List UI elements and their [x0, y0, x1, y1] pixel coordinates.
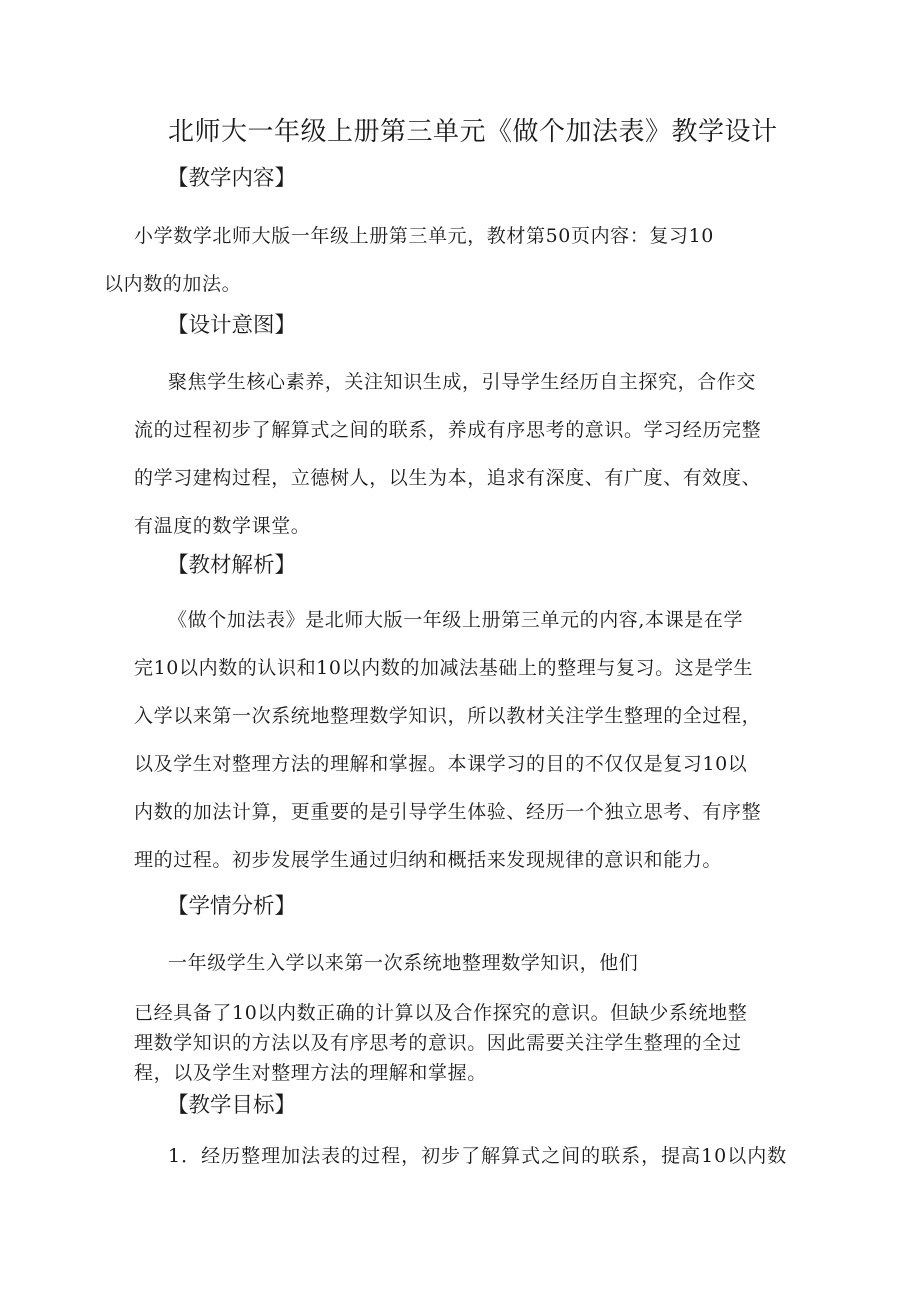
section-heading-student-analysis: 【学情分析】 — [167, 894, 297, 919]
paragraph-line: 《做个加法表》是北师大版一年级上册第三单元的内容,本课是在学 — [168, 609, 744, 631]
document-title: 北师大一年级上册第三单元《做个加法表》教学设计 — [168, 117, 778, 147]
paragraph-line: 内数的加法计算，更重要的是引导学生体验、经历一个独立思考、有序整 — [134, 801, 762, 823]
section-heading-teaching-goals: 【教学目标】 — [167, 1093, 297, 1118]
section-heading-design-intent: 【设计意图】 — [167, 313, 297, 338]
paragraph-teaching-goals — [168, 1138, 787, 1174]
paragraph-student-analysis — [134, 998, 747, 1088]
paragraph-line: 理数学知识的方法以及有序思考的意识。因此需要关注学生整理的全过 — [134, 1032, 742, 1054]
paragraph-line: 小学数学北师大版一年级上册第三单元，教材第50页内容：复习10 — [134, 225, 714, 247]
paragraph-teaching-content — [104, 212, 714, 308]
paragraph-textbook-analysis — [134, 596, 761, 884]
paragraph-line: 有温度的数学课堂。 — [134, 515, 311, 537]
section-heading-teaching-content: 【教学内容】 — [167, 166, 297, 191]
paragraph-line: 以及学生对整理方法的理解和掌握。本课学习的目的不仅仅是复习10以 — [134, 753, 748, 775]
paragraph-line: 以内数的加法。 — [104, 273, 242, 295]
paragraph-line: 1．经历整理加法表的过程，初步了解算式之间的联系，提高10以内数 — [168, 1145, 788, 1167]
paragraph-line: 入学以来第一次系统地整理数学知识，所以教材关注学生整理的全过程， — [134, 705, 762, 727]
paragraph-line: 一年级学生入学以来第一次系统地整理数学知识，他们 — [168, 952, 639, 974]
paragraph-line: 完10以内数的认识和10以内数的加减法基础上的整理与复习。这是学生 — [134, 657, 754, 679]
paragraph-line: 理的过程。初步发展学生通过归纳和概括来发现规律的意识和能力。 — [134, 849, 723, 871]
paragraph-line: 流的过程初步了解算式之间的联系，养成有序思考的意识。学习经历完整 — [134, 419, 762, 441]
paragraph-line: 的学习建构过程，立德树人，以生为本，追求有深度、有广度、有效度、 — [134, 467, 762, 489]
section-heading-textbook-analysis: 【教材解析】 — [167, 553, 297, 578]
paragraph-design-intent — [134, 358, 761, 550]
paragraph-line: 已经具备了10以内数正确的计算以及合作探究的意识。但缺少系统地整 — [134, 1002, 748, 1024]
paragraph-line: 程，以及学生对整理方法的理解和掌握。 — [134, 1062, 487, 1084]
paragraph-line: 聚焦学生核心素养，关注知识生成，引导学生经历自主探究，合作交 — [168, 371, 757, 393]
